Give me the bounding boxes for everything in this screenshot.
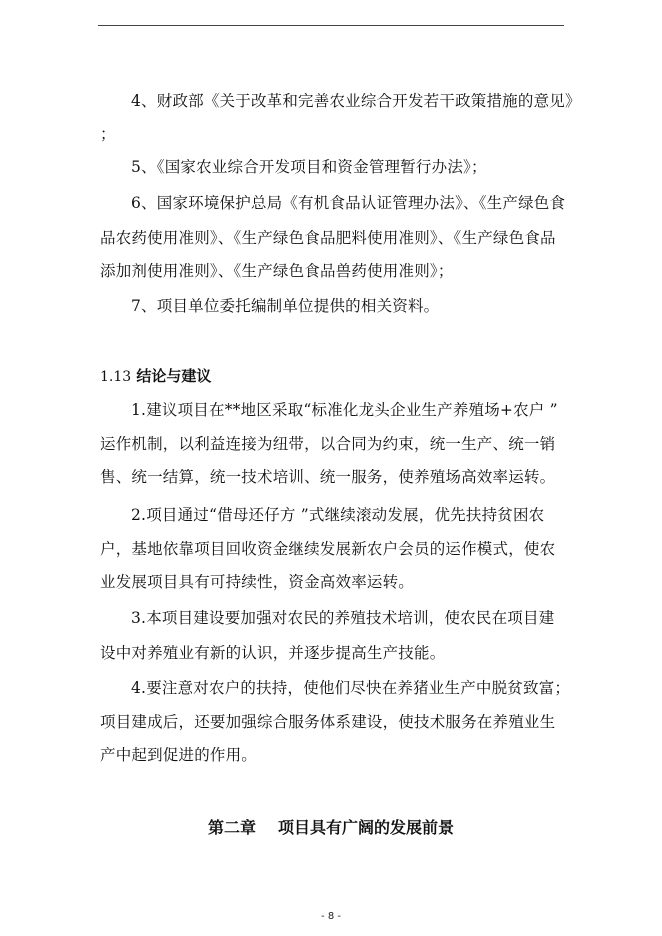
point-1-line-1: 1.建议项目在**地区采取“标准化龙头企业生产养殖场+农户 ” [131, 401, 558, 419]
reference-6-line-2: 品农药使用准则》、《生产绿色食品肥料使用准则》、《生产绿色食品 [100, 229, 556, 247]
reference-5: 5、《国家农业综合开发项目和资金管理暂行办法》； [131, 158, 487, 176]
point-2-line-3: 业发展项目具有可持续性，资金高效率运转。 [100, 573, 415, 591]
point-4-line-3: 产中起到促进的作用。 [100, 746, 258, 764]
point-2-line-2: 户，基地依靠项目回收资金继续发展新农户会员的运作模式，使农 [100, 540, 556, 558]
point-2-line-1: 2.项目通过“借母还仔方 ”式继续滚动发展，优先扶持贫困农 [131, 506, 545, 524]
chapter-number: 第二章 [207, 818, 256, 837]
point-1-line-2: 运作机制，以利益连接为纽带，以合同为约束，统一生产、统一销 [100, 435, 556, 453]
point-3-line-2: 设中对养殖业有新的认识，并逐步提高生产技能。 [100, 644, 446, 662]
page-number: - 8 - [321, 911, 341, 922]
reference-6-line-1: 6、国家环境保护总局《有机食品认证管理办法》、《生产绿色食 [131, 194, 566, 212]
point-1-line-3: 售、统一结算，统一技术培训、统一服务，使养殖场高效率运转。 [100, 468, 556, 486]
section-title: 结论与建议 [136, 367, 212, 385]
reference-4-line-1: 4、财政部《关于改革和完善农业综合开发若干政策措施的意见》 [131, 92, 581, 110]
header-rule [98, 25, 564, 26]
chapter-title: 项目具有广阔的发展前景 [278, 818, 455, 837]
point-4-line-2: 项目建成后，还要加强综合服务体系建设，使技术服务在养殖业生 [100, 713, 556, 731]
reference-4-line-2: ； [100, 125, 116, 143]
point-4-line-1: 4.要注意对农户的扶持，使他们尽快在养猪业生产中脱贫致富； [131, 679, 571, 697]
reference-6-line-3: 添加剂使用准则》、《生产绿色食品兽药使用准则》； [100, 262, 454, 280]
section-number: 1.13 [100, 369, 132, 385]
reference-7: 7、项目单位委托编制单位提供的相关资料。 [131, 297, 440, 315]
section-heading [100, 366, 211, 387]
point-3-line-1: 3.本项目建设要加强对农民的养殖技术培训，使农民在项目建 [131, 609, 555, 627]
chapter-heading [0, 817, 662, 839]
